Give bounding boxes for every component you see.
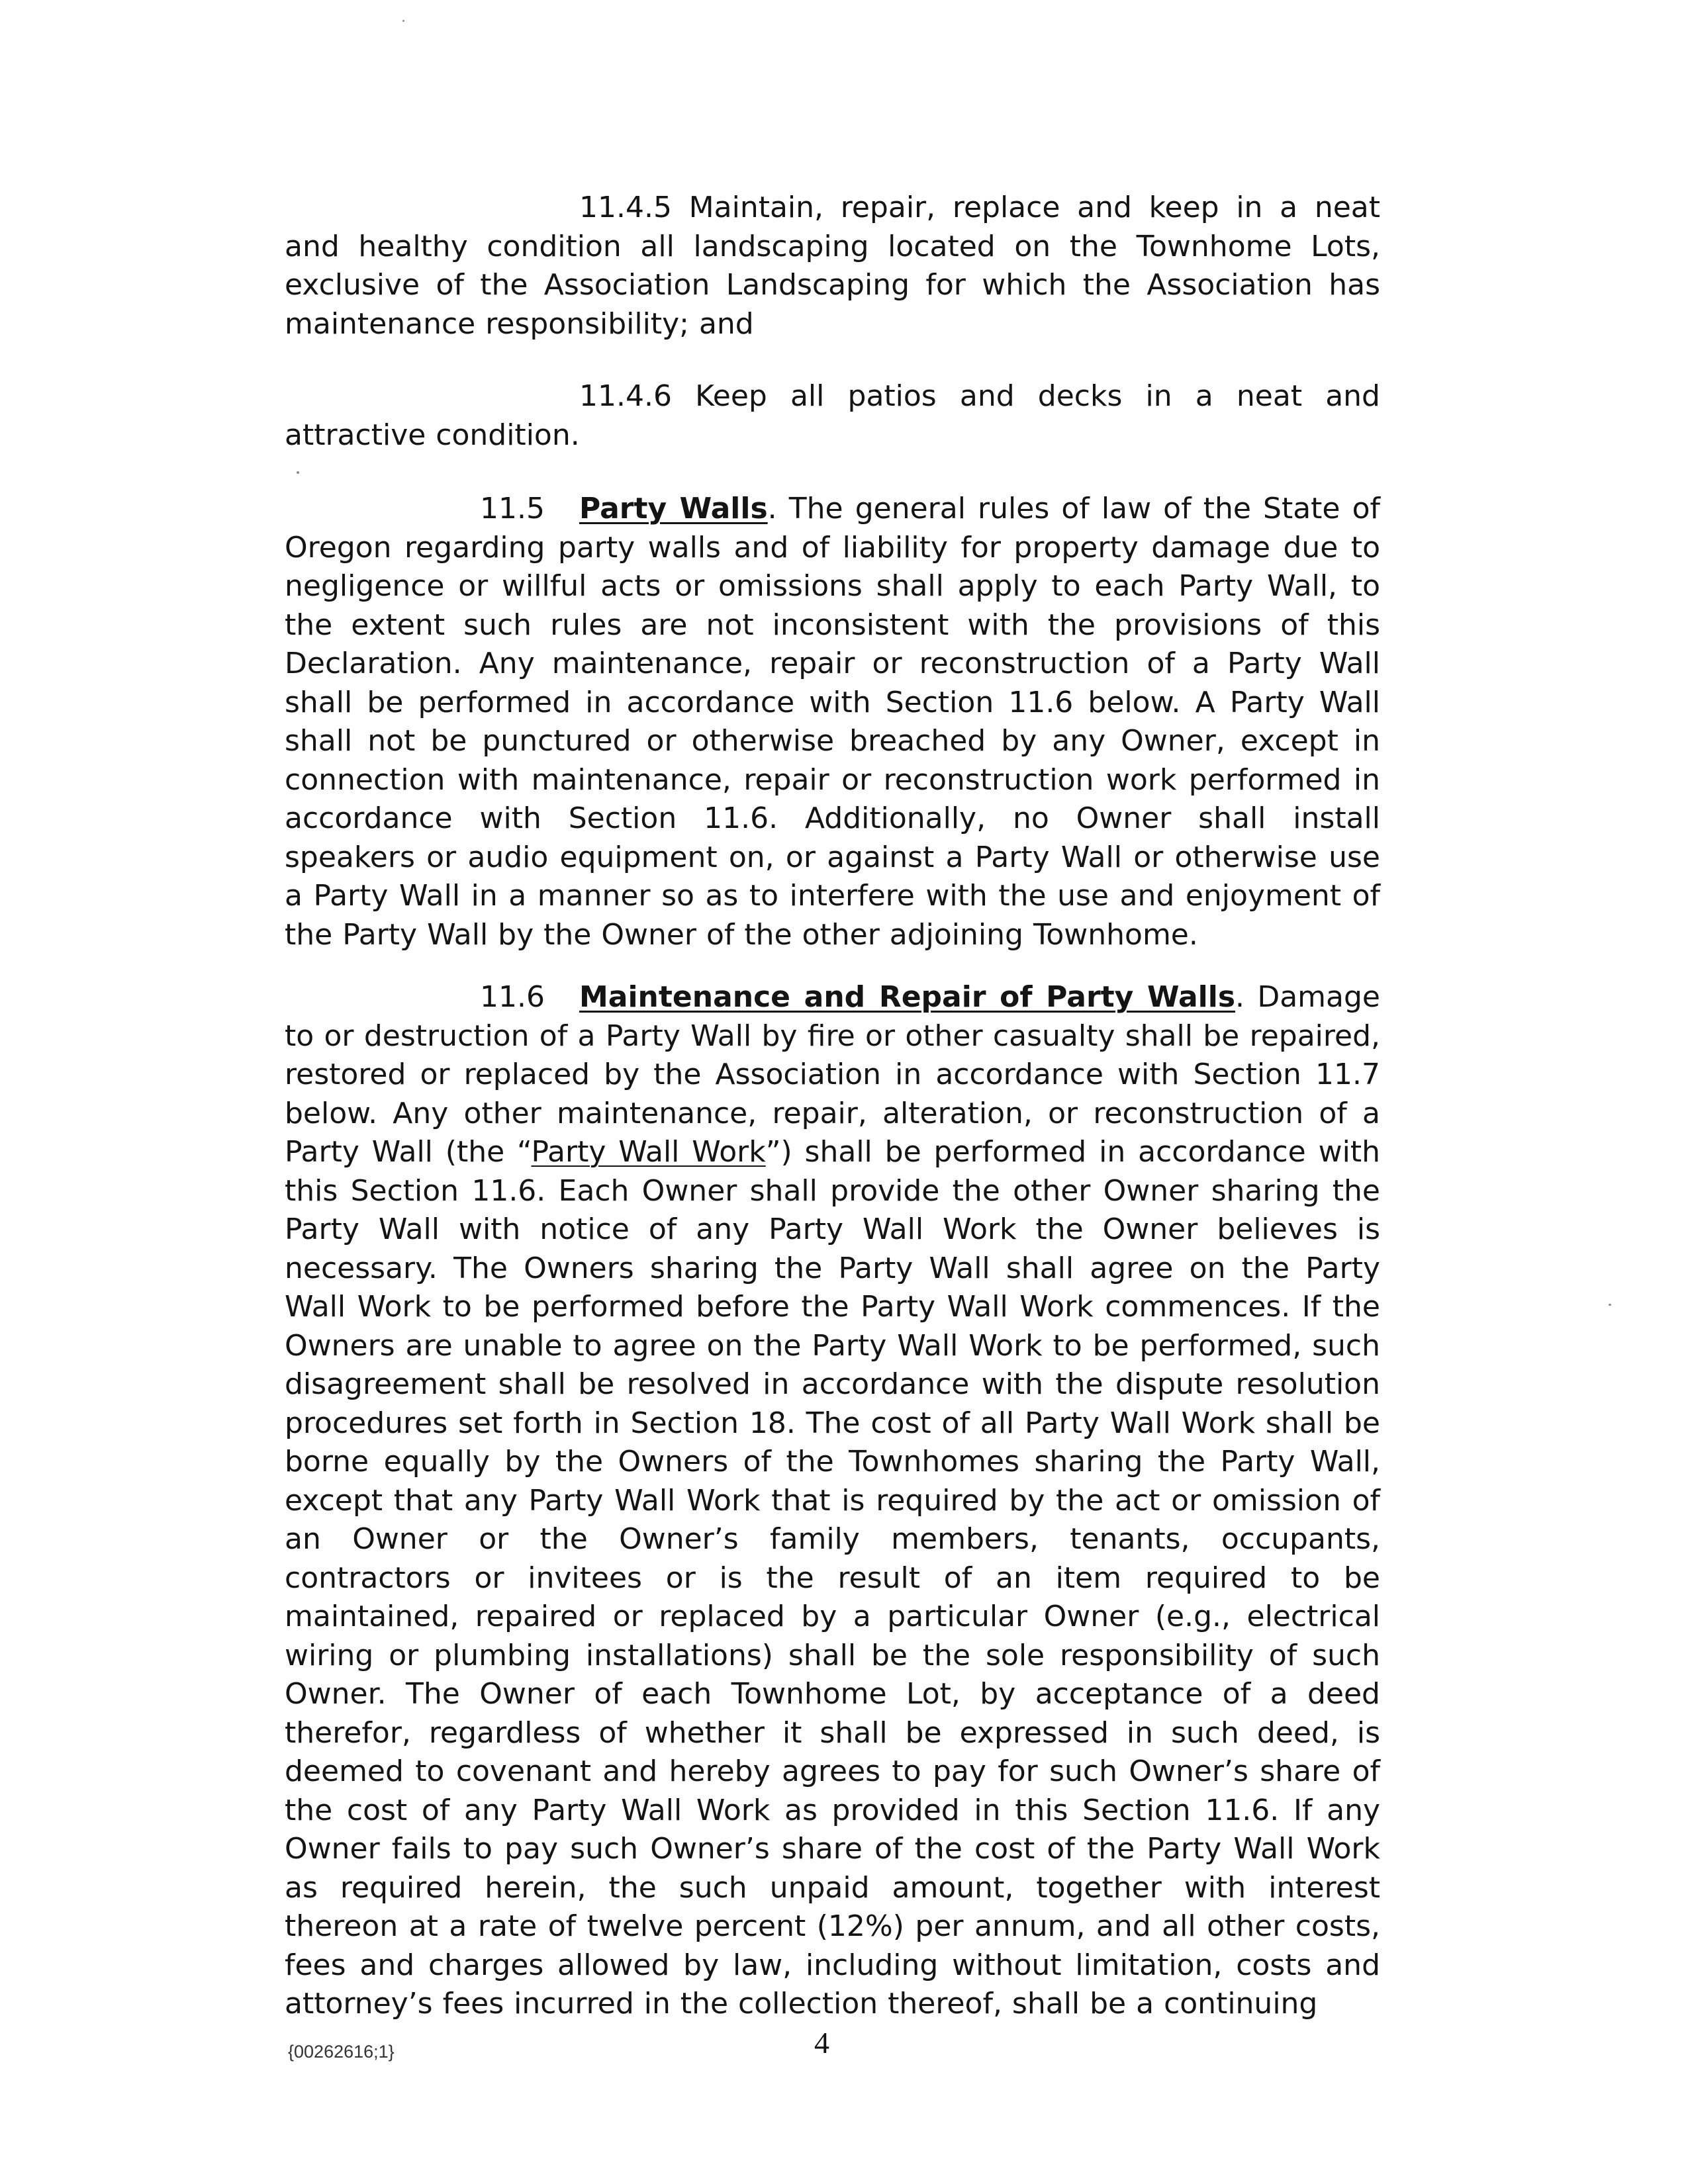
section-number: 11.5 <box>480 492 545 525</box>
section-heading: Party Walls <box>579 492 768 525</box>
paragraph-11-4-5 <box>285 189 1380 343</box>
section-11-5-party-walls <box>285 490 1380 954</box>
section-body-part-b: ”) shall be performed in accordance with this Section 11.6. Each Owner shall provide the other Owner sharing the Party Wall with notice of any Party Wall Work the Owner believes is necessary. The Owners sharing the Party Wall shall agree on the Party Wall Work to be performed before the Party Wall Work commences. If the Owners are unable to agree on the Party Wall Work to be performed, such disagreement shall be resolved in accordance with the dispute resolution procedures set forth in Section 18. The cost of all Party Wall Work shall be borne equally by the Owners of the Townhomes sharing the Party Wall, except that any Party Wall Work that is required by the act or omission of an Owner or the Owner’s family members, tenants, occupants, contractors or invitees or is the result of an item required to be maintained, repaired or replaced by a particular Owner (e.g., electrical wiring or plumbing installations) shall be the sole responsibility of such Owner. The Owner of each Townhome Lot, by acceptance of a deed therefor, regardless of whether it shall be expressed in such deed, is deemed to covenant and hereby agrees to pay for such Owner’s share of the cost of any Party Wall Work as provided in this Section 11.6. If any Owner fails to pay such Owner’s share of the cost of the Party Wall Work as required herein, the such unpaid amount, together with interest thereon at a rate of twelve percent (12%) per annum, and all other costs, fees and charges allowed by law, including without limitation, costs and attorney’s fees incurred in the collection thereof, shall be a continuing <box>285 1135 1380 2021</box>
document-id: {00262616;1} <box>288 2042 395 2062</box>
section-body: The general rules of law of the State of Oregon regarding party walls and of liability for property damage due to negligence or willful acts or omissions shall apply to each Party Wall, to the extent such rules are not inconsistent with the provisions of this Declaration. Any maintenance, repair or reconstruction of a Party Wall shall be performed in accordance with Section 11.6 below. A Party Wall shall not be punctured or otherwise breached by any Owner, except in connection with maintenance, repair or reconstruction work performed in accordance with Section 11.6. Additionally, no Owner shall install speakers or audio equipment on, or against a Party Wall or otherwise use a Party Wall in a manner so as to interfere with the use and enjoyment of the Party Wall by the Owner of the other adjoining Townhome. <box>285 492 1381 952</box>
section-number: 11.6 <box>480 980 545 1014</box>
paragraph-text: 11.4.6 Keep all patios and decks in a neat and attractive condition. <box>285 379 1380 452</box>
section-paragraph: 11.5 Party Walls. The general rules of law of the State of Oregon regarding party walls and of liability for property damage due to negligence or willful acts or omissions shall apply to each Party Wall, to the extent such rules are not inconsistent with the provisions of this Declaration. Any maintenance, repair or reconstruction of a Party Wall shall be performed in accordance with Section 11.6 below. A Party Wall shall not be punctured or otherwise breached by any Owner, except in connection with maintenance, repair or reconstruction work performed in accordance with Section 11.6. Additionally, no Owner shall install speakers or audio equipment on, or against a Party Wall or otherwise use a Party Wall in a manner so as to interfere with the use and enjoyment of the Party Wall by the Owner of the other adjoining Townhome. <box>285 490 1380 954</box>
section-11-6-maintenance-repair <box>285 978 1380 2024</box>
section-body-part-a: Damage to or destruction of a Party Wall by fire or other casualty shall be repaired, restored or replaced by the Association in accordance with Section 11.7 below. Any other maintenance, repair, alteration, or reconstruction of a Party Wall (the “ <box>285 980 1380 1169</box>
section-heading: Maintenance and Repair of Party Walls <box>579 980 1236 1014</box>
section-paragraph: 11.6 Maintenance and Repair of Party Walls. Damage to or destruction of a Party Wall by fire or other casualty shall be repaired, restored or replaced by the Association in accordance with Section 11.7 below. Any other maintenance, repair, alteration, or reconstruction of a Party Wall (the “Party Wall Work”) shall be performed in accordance with this Section 11.6. Each Owner shall provide the other Owner sharing the Party Wall with notice of any Party Wall Work the Owner believes is necessary. The Owners sharing the Party Wall shall agree on the Party Wall Work to be performed before the Party Wall Work commences. If the Owners are unable to agree on the Party Wall Work to be performed, such disagreement shall be resolved in accordance with the dispute resolution procedures set forth in Section 18. The cost of all Party Wall Work shall be borne equally by the Owners of the Townhomes sharing the Party Wall, except that any Party Wall Work that is required by the act or omission of an Owner or the Owner’s family members, tenants, occupants, contractors or invitees or is the result of an item required to be maintained, repaired or replaced by a particular Owner (e.g., electrical wiring or plumbing installations) shall be the sole responsibility of such Owner. The Owner of each Townhome Lot, by acceptance of a deed therefor, regardless of whether it shall be expressed in such deed, is deemed to covenant and hereby agrees to pay for such Owner’s share of the cost of any Party Wall Work as provided in this Section 11.6. If any Owner fails to pay such Owner’s share of the cost of the Party Wall Work as required herein, the such unpaid amount, together with interest thereon at a rate of twelve percent (12%) per annum, and all other costs, fees and charges allowed by law, including without limitation, costs and attorney’s fees incurred in the collection thereof, shall be a continuing <box>285 978 1380 2024</box>
defined-term: Party Wall Work <box>531 1135 766 1169</box>
scan-speck <box>297 471 299 474</box>
paragraph-11-4-6 <box>285 377 1380 455</box>
page-number: 4 <box>814 2026 829 2060</box>
paragraph-text: 11.4.5 Maintain, repair, replace and keep in a neat and healthy condition all landscaping located on the Townhome Lots, exclusive of the Association Landscaping for which the Association has maintenance responsibility; and <box>285 191 1380 341</box>
scan-speck <box>402 20 404 22</box>
scan-speck <box>1609 1304 1611 1306</box>
